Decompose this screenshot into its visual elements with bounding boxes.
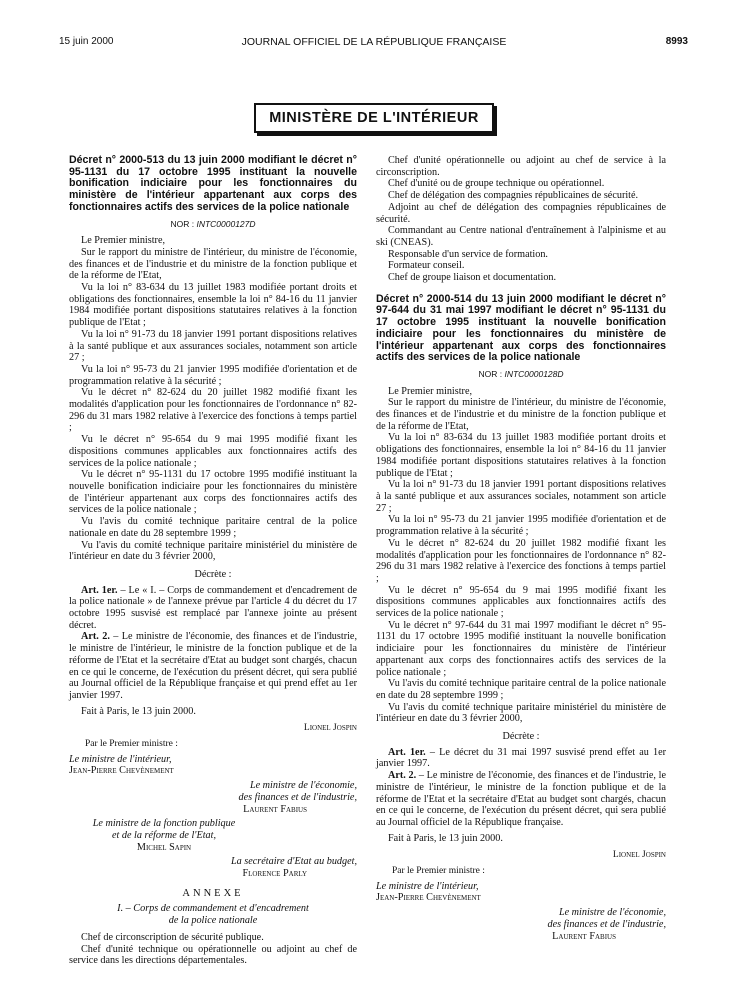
right-paragraphs [376, 386, 666, 725]
fp-minister-title-2: et de la réforme de l'Etat, [111, 829, 217, 841]
signature-date: Fait à Paris, le 13 juin 2000. [81, 705, 196, 717]
interior-minister-title: Le ministre de l'intérieur, [376, 880, 479, 892]
left-column [69, 155, 357, 967]
page-header [0, 36, 748, 52]
annexe-item: Formateur conseil. [388, 260, 465, 272]
article-1 [69, 585, 357, 632]
paragraph: Sur le rapport du ministre de l'intérieur, du ministre de l'économie, des finances et de l'industrie et du ministre de la fonction publique et de la réforme de l'Etat, [376, 397, 666, 432]
article-2 [376, 770, 666, 829]
annexe-subheading-2: de la police nationale [168, 915, 258, 927]
article-1-label: Art. 1er. [388, 746, 426, 758]
paragraph: Sur le rapport du ministre de l'intérieur, du ministre de l'économie, des finances et de l'industrie et du ministre de la fonction publique et de la réforme de l'Etat, [69, 246, 357, 282]
annexe-continued-list [376, 155, 666, 284]
pm-signature: Lionel Jospin [303, 723, 357, 734]
interior-minister-name: Jean-Pierre Chevènement [69, 765, 174, 777]
paragraph: Vu l'avis du comité technique paritaire central de la police nationale en date du 28 septembre 1999 ; [69, 516, 357, 539]
paragraph: Vu la loi n° 91-73 du 18 janvier 1991 portant dispositions relatives à la santé publique et aux assurances sociales, notamment son article 27 ; [69, 328, 357, 364]
budget-secretary-title: La secrétaire d'Etat au budget, [230, 856, 357, 868]
decrete-heading: Décrète : [502, 731, 540, 743]
article-2 [69, 631, 357, 701]
annexe-item: Chef d'unité ou de groupe technique ou opérationnel. [388, 178, 605, 190]
article-1-text: – Le « I. – Corps de commandement et d'encadrement de la police nationale » de l'annexe prévue par l'article 4 du décret du 17 octobre 1995 susvisé est remplacé par l'annexe jointe au présent décret. [69, 584, 357, 631]
nor-label: NOR : [170, 218, 197, 229]
interior-minister-block [69, 754, 357, 777]
economy-minister-title-2: des finances et de l'industrie, [547, 918, 666, 930]
economy-minister-block [376, 907, 666, 942]
signature-date: Fait à Paris, le 13 juin 2000. [388, 832, 503, 844]
nor-code: INTC0000127D [196, 218, 256, 229]
paragraph: Vu le décret n° 95-1131 du 17 octobre 1995 modifié instituant la nouvelle bonification indiciaire pour les fonctionnaires du ministère de l'intérieur appartenant aux corps des fonctionnaires actifs des services de la police nationale ; [69, 469, 357, 516]
budget-secretary-name: Florence Parly [242, 868, 307, 880]
paragraph: Vu le décret n° 95-654 du 9 mai 1995 modifié fixant les dispositions communes applicables aux fonctionnaires actifs des services de la police nationale ; [69, 434, 357, 469]
page-number: 8993 [665, 36, 688, 47]
ministry-title: MINISTÈRE DE L'INTÉRIEUR [269, 110, 479, 126]
annexe-item: Responsable d'un service de formation. [388, 248, 548, 260]
annexe-list [69, 932, 357, 967]
paragraph: Vu la loi n° 95-73 du 21 janvier 1995 modifiée d'orientation et de programmation relative à la sécurité ; [376, 514, 666, 538]
par-premier-ministre: Par le Premier ministre : [85, 739, 178, 750]
annexe-item: Chef d'unité technique ou opérationnelle ou adjoint au chef de service dans les directions départementales. [69, 943, 357, 967]
paragraph: Le Premier ministre, [388, 385, 473, 397]
nor-code: INTC0000128D [504, 368, 564, 379]
annexe-item: Chef d'unité opérationnelle ou adjoint au chef de service à la circonscription. [376, 155, 666, 178]
nor-reference [69, 219, 357, 231]
ministry-box [254, 103, 494, 133]
interior-minister-name: Jean-Pierre Chevènement [376, 892, 481, 904]
fp-minister-name: Michel Sapin [136, 841, 192, 853]
paragraph: Le Premier ministre, [81, 235, 166, 247]
annexe-item: Adjoint au chef de délégation des compagnies républicaines de sécurité. [376, 201, 666, 225]
annexe-item: Chef de circonscription de sécurité publique. [81, 931, 264, 943]
article-1 [376, 747, 666, 770]
decrete-heading: Décrète : [194, 568, 232, 580]
annexe-item: Chef de groupe liaison et documentation. [388, 272, 557, 284]
paragraph: Vu la loi n° 83-634 du 13 juillet 1983 modifiée portant droits et obligations des fonctionnaires, ensemble la loi n° 84-16 du 11 janvier 1984 modifiée portant dispositions statutaires relatives à la fonction publique de l'Etat ; [376, 432, 666, 479]
paragraph: Vu le décret n° 82-624 du 20 juillet 1982 modifié fixant les modalités d'application pour les fonctionnaires de l'ordonnance n° 82-296 du 31 mars 1982 relative à l'exercice des fonctions à temps partiel ; [69, 387, 357, 434]
annexe-item: Chef de délégation des compagnies républicaines de sécurité. [388, 190, 639, 202]
economy-minister-title-1: Le ministre de l'économie, [558, 907, 666, 919]
fp-minister-title-1: Le ministre de la fonction publique [92, 818, 236, 830]
left-paragraphs [69, 235, 357, 563]
paragraph: Vu le décret n° 95-654 du 9 mai 1995 modifié fixant les dispositions communes applicables aux fonctionnaires actifs des services de la police nationale ; [376, 584, 666, 620]
nor-reference [376, 369, 666, 381]
fp-minister-block [69, 818, 259, 853]
pm-signature: Lionel Jospin [612, 850, 666, 861]
paragraph: Vu le décret n° 82-624 du 20 juillet 1982 modifié fixant les modalités d'application pour les fonctionnaires de l'ordonnance n° 82-296 du 31 mars 1982 relative à l'exercice des fonctions à temps partiel ; [376, 537, 666, 584]
budget-secretary-block [69, 856, 357, 879]
paragraph: Vu la loi n° 95-73 du 21 janvier 1995 modifiée d'orientation et de programmation relative à la sécurité ; [69, 363, 357, 387]
economy-minister-name: Laurent Fabius [243, 803, 307, 815]
paragraph: Vu la loi n° 91-73 du 18 janvier 1991 portant dispositions relatives à la santé publique et aux assurances sociales, notamment son article 27 ; [376, 479, 666, 514]
article-2-text: – Le ministre de l'économie, des finances et de l'industrie, le ministre de l'intérieur, le ministre de la fonction publique et de la réforme de l'Etat et la secrétaire d'Etat au budget sont chargés, chacun en ce qui le concerne, de l'exécution du présent décret, qui sera publié au Journal officiel de la République française. [376, 770, 666, 828]
article-1-label: Art. 1er. [81, 584, 118, 596]
paragraph: Vu le décret n° 97-644 du 31 mai 1997 modifiant le décret n° 95-1131 du 17 octobre 1995 modifié instituant la nouvelle bonification indiciaire pour les fonctionnaires du ministère de l'intérieur appartenant aux corps des fonctionnaires actifs des services de la police nationale ; [376, 619, 666, 678]
annexe-item: Commandant au Centre national d'entraînement à l'alpinisme et au ski (CNEAS). [376, 225, 666, 248]
economy-minister-title-1: Le ministre de l'économie, [249, 780, 357, 792]
article-2-text: – Le ministre de l'économie, des finances et de l'industrie, le ministre de l'intérieur, le ministre de la fonction publique et de la réforme de l'Etat et la secrétaire d'Etat au budget sont chargés, chacun en ce qui le concerne, de l'exécution du présent décret, qui sera publié au Journal officiel de la République française et qui prend effet au 1er janvier 1997. [69, 631, 357, 701]
paragraph: Vu l'avis du comité technique paritaire ministériel du ministère de l'intérieur en date du 3 février 2000, [376, 701, 666, 725]
article-2-label: Art. 2. [388, 770, 417, 782]
decree-title: Décret n° 2000-514 du 13 juin 2000 modifiant le décret n° 97-644 du 31 mai 1997 modifiant le décret n° 95-1131 du 17 octobre 1995 instituant la nouvelle bonification indiciaire pour les fonctionnaires du ministère de l'intérieur appartenant aux corps des fonctionnaires actifs des services de la police nationale [376, 292, 666, 364]
annexe-heading: ANNEXE [182, 887, 244, 899]
article-2-label: Art. 2. [81, 631, 110, 643]
journal-title: JOURNAL OFFICIEL DE LA RÉPUBLIQUE FRANÇAISE [241, 36, 507, 48]
paragraph: Vu la loi n° 83-634 du 13 juillet 1983 modifiée portant droits et obligations des fonctionnaires, ensemble la loi n° 84-16 du 11 janvier 1984 modifiée portant dispositions statutaires relatives à la fonction publique de l'Etat ; [69, 282, 357, 329]
par-premier-ministre: Par le Premier ministre : [392, 866, 485, 877]
interior-minister-title: Le ministre de l'intérieur, [69, 753, 172, 765]
economy-minister-title-2: des finances et de l'industrie, [238, 791, 357, 803]
economy-minister-block [69, 780, 357, 815]
article-1-text: – Le décret du 31 mai 1997 susvisé prend effet au 1er janvier 1997. [376, 746, 666, 770]
right-column [376, 155, 666, 945]
economy-minister-name: Laurent Fabius [552, 930, 616, 942]
paragraph: Vu l'avis du comité technique paritaire ministériel du ministère de l'intérieur en date du 3 février 2000, [69, 539, 357, 563]
interior-minister-block [376, 881, 666, 904]
annexe-subheading-1: I. – Corps de commandement et d'encadrement [117, 903, 309, 915]
paragraph: Vu l'avis du comité technique paritaire central de la police nationale en date du 28 septembre 1999 ; [376, 678, 666, 701]
nor-label: NOR : [478, 368, 505, 379]
header-date: 15 juin 2000 [59, 36, 114, 47]
decree-title: Décret n° 2000-513 du 13 juin 2000 modifiant le décret n° 95-1131 du 17 octobre 1995 instituant la nouvelle bonification indiciaire pour les fonctionnaires du ministère de l'intérieur appartenant aux corps des fonctionnaires actifs des services de la police nationale [69, 154, 357, 213]
